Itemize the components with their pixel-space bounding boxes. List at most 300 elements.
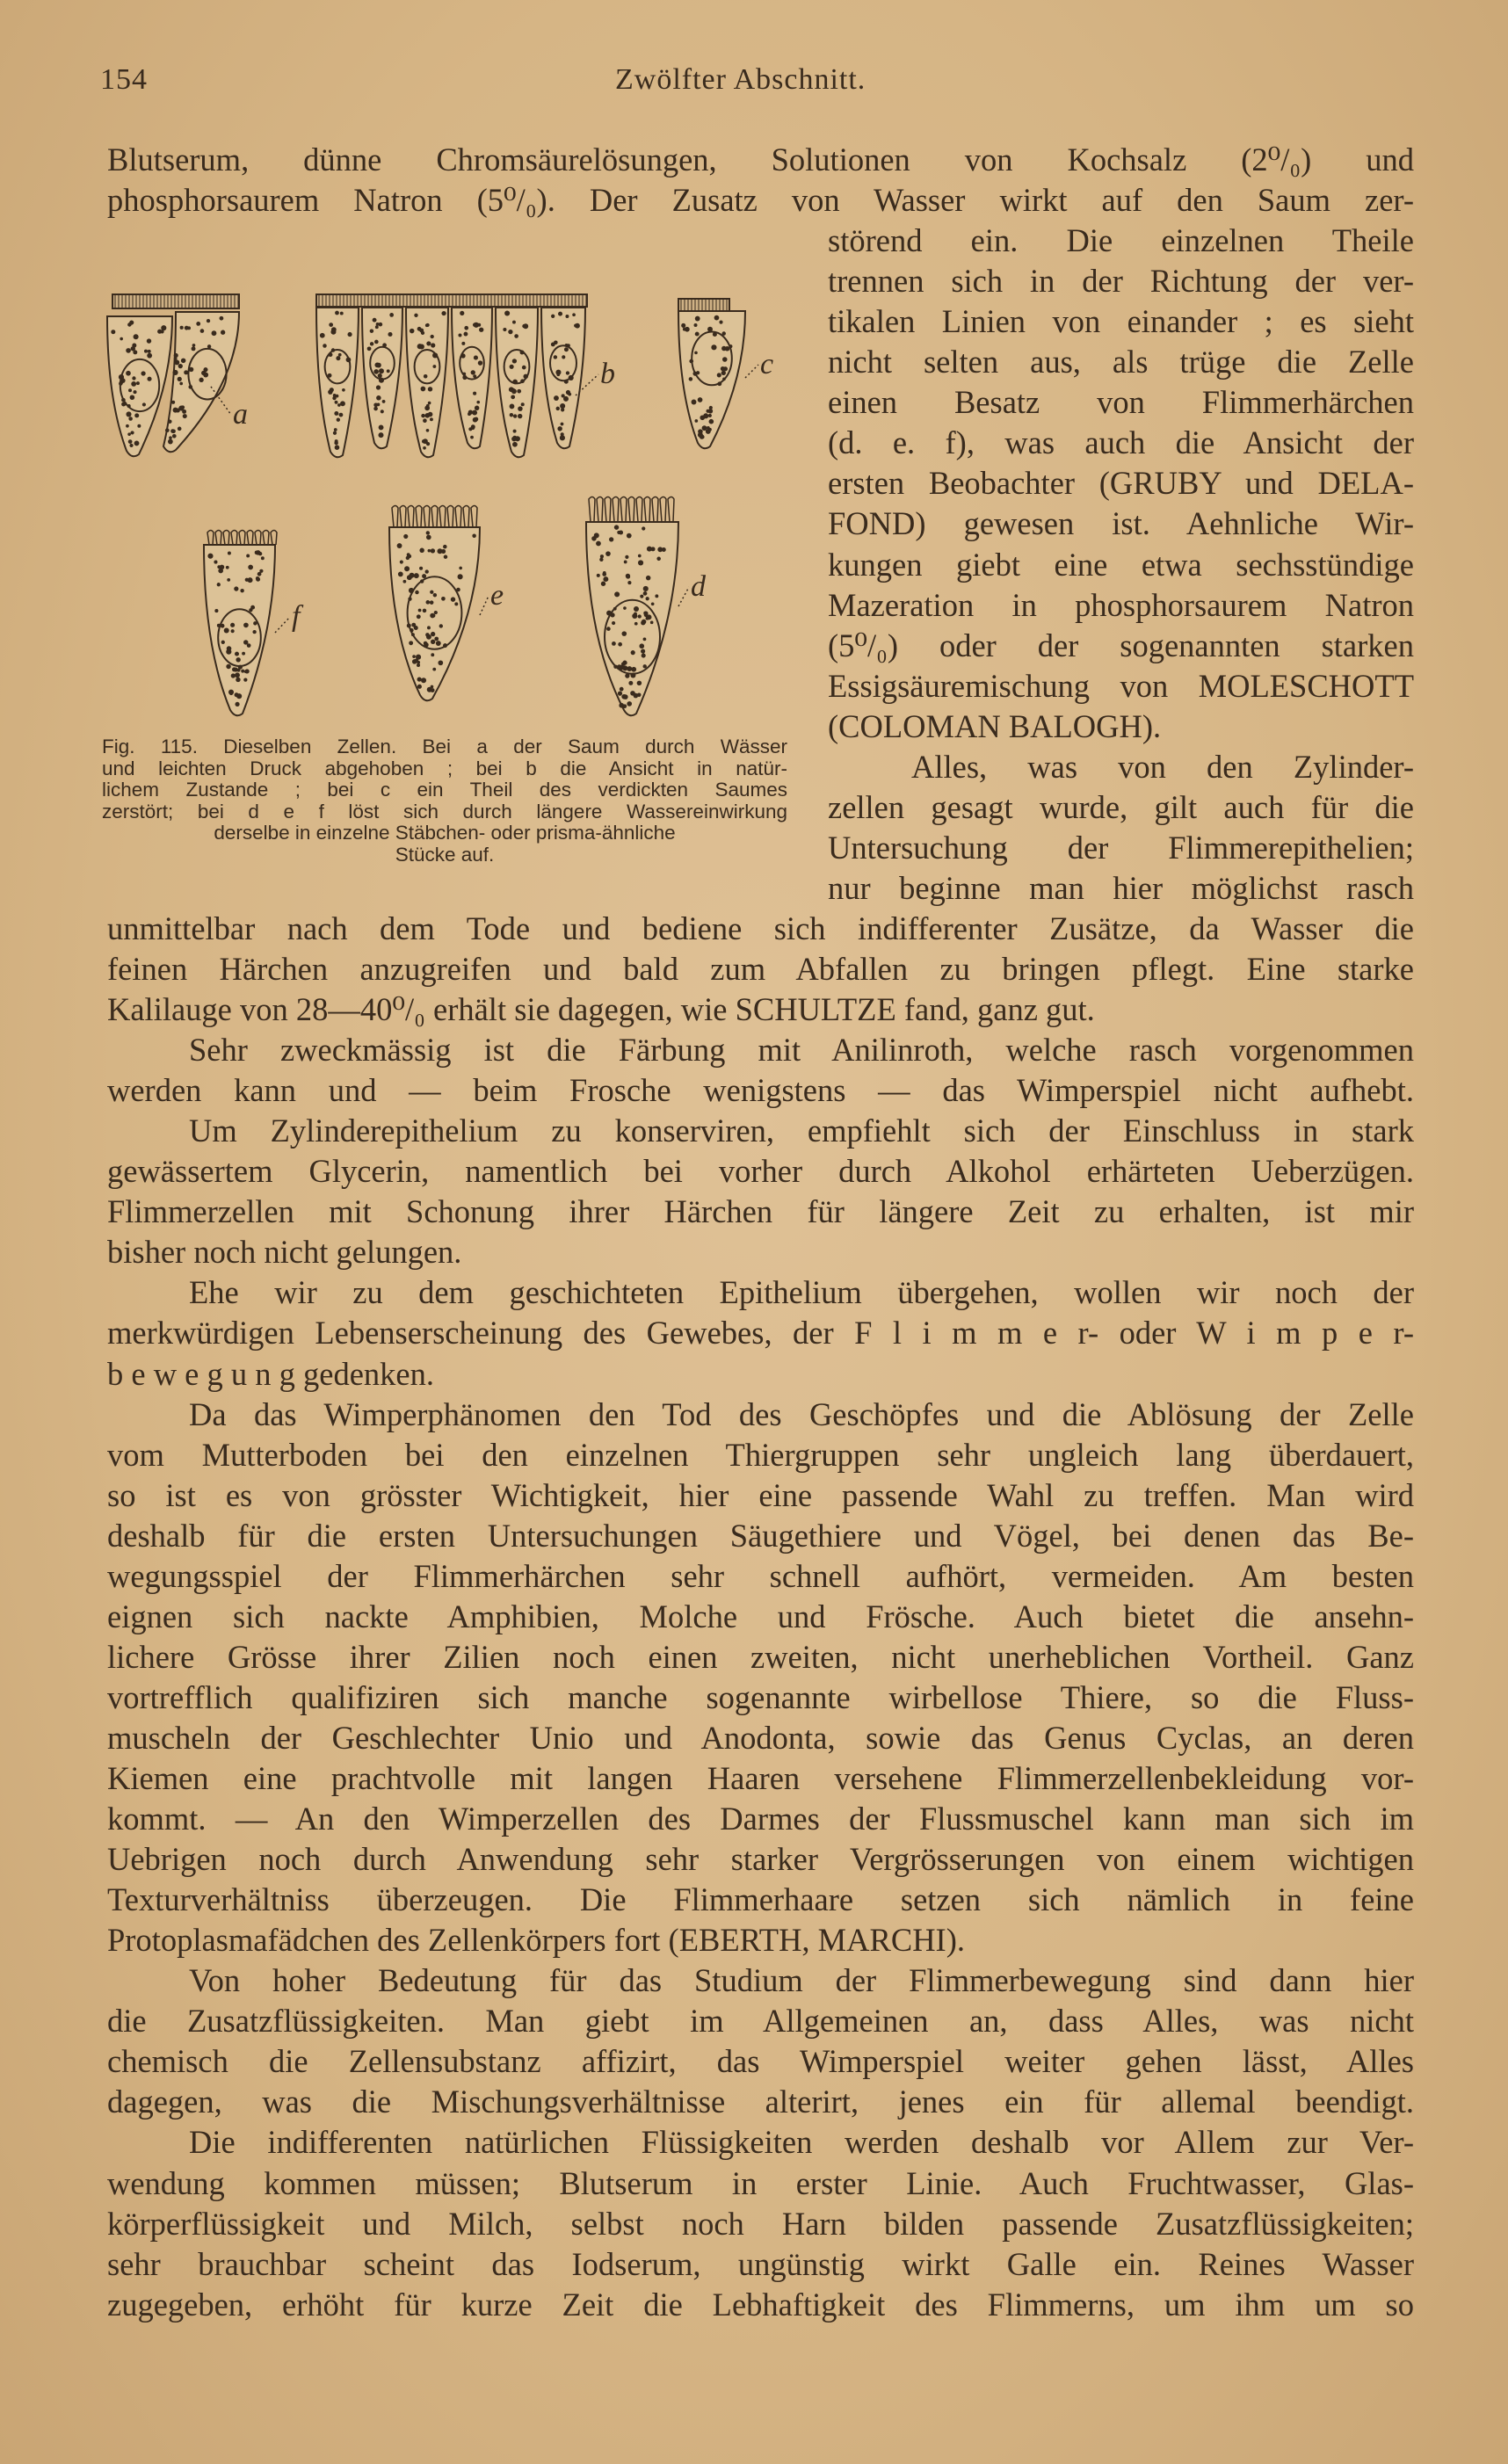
granule <box>508 330 512 334</box>
text-line: werden kann und — beim Frosche wenigstens — das Wimperspiel nicht aufhebt. <box>107 1072 1414 1109</box>
granule <box>655 594 658 598</box>
granule <box>642 653 646 657</box>
text-line: chemisch die Zellensubstanz affizirt, das Wimperspiel weiter gehen lässt, Alles <box>107 2043 1414 2080</box>
granule <box>428 549 431 553</box>
granule <box>388 332 392 337</box>
granule <box>342 388 345 392</box>
granule <box>256 577 260 582</box>
granule <box>631 667 636 672</box>
granule <box>230 623 235 627</box>
granule <box>719 321 722 324</box>
granule <box>165 428 170 432</box>
granule <box>148 350 151 353</box>
granule <box>423 609 427 613</box>
granule <box>614 591 620 597</box>
granule <box>594 533 599 538</box>
granule <box>422 439 425 443</box>
granule <box>378 373 382 378</box>
granule <box>375 325 379 329</box>
granule <box>128 439 133 444</box>
granule <box>521 402 525 406</box>
rodlet <box>589 497 595 523</box>
granule <box>367 346 372 351</box>
granule <box>183 414 187 418</box>
granule <box>418 609 422 612</box>
text-line: Essigsäuremischung von MOLESCHOTT <box>828 667 1414 704</box>
granule <box>424 641 428 646</box>
granule <box>243 678 247 681</box>
granule <box>126 348 131 353</box>
granule <box>443 545 446 548</box>
granule <box>373 369 379 374</box>
granule <box>130 431 134 434</box>
granule <box>228 551 231 554</box>
granule <box>518 406 523 411</box>
granule <box>403 534 408 539</box>
granule <box>609 537 613 541</box>
granule <box>642 526 645 530</box>
caption-line: Stücke auf. <box>395 843 495 866</box>
granule <box>126 371 131 376</box>
granule <box>131 381 136 387</box>
granule <box>431 335 434 338</box>
granule <box>410 329 415 334</box>
text-line: Flimmerzellen mit Schonung ihrer Härchen für längere Zeit zu erhalten, ist mir <box>107 1193 1414 1230</box>
granule <box>421 678 426 683</box>
granule <box>621 631 627 636</box>
granule <box>231 673 236 678</box>
rodlet <box>207 531 214 546</box>
granule <box>558 312 562 316</box>
granule <box>458 333 461 337</box>
granule <box>236 657 240 662</box>
granule <box>698 429 703 434</box>
text-line: zellen gesagt wurde, gilt auch für die <box>828 788 1414 825</box>
granule <box>513 430 517 433</box>
granule <box>196 322 200 326</box>
granule <box>431 632 435 636</box>
granule <box>422 574 426 578</box>
figure-label-b: b <box>600 358 615 390</box>
granule <box>620 687 624 692</box>
granule <box>451 597 455 601</box>
granule <box>423 446 426 450</box>
granule <box>244 670 248 673</box>
granule <box>470 436 474 439</box>
granule <box>144 350 148 353</box>
granule <box>628 681 633 685</box>
granule <box>246 554 250 557</box>
rodlet <box>263 531 269 546</box>
rodlet <box>271 531 277 546</box>
granule <box>597 574 600 577</box>
rodlet <box>447 506 453 528</box>
granule <box>398 572 403 577</box>
granule <box>627 533 632 539</box>
granule <box>714 315 720 321</box>
granule <box>242 652 245 656</box>
granule <box>235 652 239 656</box>
granule <box>245 578 249 582</box>
granule <box>426 442 430 446</box>
text-line: Um Zylinderepithelium zu konserviren, empfiehlt sich der Einschluss in stark <box>189 1112 1414 1149</box>
granule <box>614 525 619 529</box>
granule <box>207 344 211 348</box>
granule <box>335 311 339 315</box>
granule <box>178 377 182 381</box>
granule <box>627 581 631 584</box>
granule <box>634 622 638 626</box>
granule <box>423 418 427 423</box>
granule <box>575 323 580 329</box>
granule <box>192 346 196 351</box>
granule <box>178 427 182 431</box>
granule <box>224 628 229 634</box>
granule <box>596 541 601 547</box>
granule <box>229 692 233 695</box>
text-line: körperflüssigkeit und Milch, selbst noch Harn bilden passende Zusatzflüssigkeiten; <box>107 2205 1414 2242</box>
granule <box>631 650 635 655</box>
granule <box>160 330 163 333</box>
rodlet <box>247 531 253 546</box>
granule <box>474 356 478 360</box>
granule <box>397 543 402 548</box>
granule <box>241 670 244 673</box>
granule <box>641 649 645 654</box>
text-line: gewässertem Glycerin, namentlich bei vorher durch Alkohol erhärteten Ueberzügen. <box>107 1153 1414 1190</box>
text-line: Alles, was von den Zylinder- <box>911 748 1414 785</box>
granule <box>376 385 381 389</box>
granule <box>132 376 135 380</box>
granule <box>624 561 627 564</box>
granule <box>200 329 205 333</box>
granule <box>509 387 514 392</box>
rodlet <box>605 497 611 523</box>
granule <box>334 411 338 416</box>
granule <box>619 531 623 535</box>
granule <box>472 410 477 416</box>
granule <box>376 363 381 368</box>
granule <box>171 401 175 404</box>
rodlet <box>400 506 406 528</box>
granule <box>330 388 334 392</box>
text-line: wegungsspiel der Flimmerhärchen sehr schnell aufhört, vermeiden. Am besten <box>107 1557 1414 1594</box>
granule <box>650 547 655 551</box>
granule <box>192 344 196 347</box>
text-line: die Zusatzflüssigkeiten. Man giebt im Allgemeinen an, dass Alles, was nicht <box>107 2003 1414 2040</box>
granule <box>147 338 151 343</box>
granule <box>217 583 221 586</box>
text-line: Kiemen eine prachtvolle mit langen Haaren versehene Flimmerzellenbekleidung vor- <box>107 1760 1414 1796</box>
granule <box>695 316 700 322</box>
granule <box>407 553 410 556</box>
granule <box>602 572 606 576</box>
granule <box>180 326 184 330</box>
granule <box>406 556 410 560</box>
granule <box>330 330 336 335</box>
granule <box>522 366 526 370</box>
text-line: Mazeration in phosphorsaurem Natron <box>828 586 1414 623</box>
text-line: (COLOMAN BALOGH). <box>828 707 1162 744</box>
granule <box>694 351 698 355</box>
granule <box>513 443 517 446</box>
text-line: Uebrigen noch durch Anwendung sehr starker Vergrösserungen von einem wichtigen <box>107 1841 1414 1878</box>
granule <box>400 560 403 563</box>
text-line: Von hoher Bedeutung für das Studium der Flimmerbewegung sind dann hier <box>189 1962 1414 1999</box>
granule <box>424 374 428 379</box>
figure-label-e: e <box>490 579 504 612</box>
granule <box>258 552 262 555</box>
rodlet <box>660 497 666 523</box>
granule <box>134 441 140 446</box>
granule <box>640 595 643 598</box>
granule <box>638 560 643 565</box>
granule <box>430 591 433 594</box>
granule <box>464 326 468 330</box>
granule <box>512 321 516 324</box>
granule <box>475 406 479 410</box>
granule <box>471 424 475 429</box>
granule <box>556 373 560 376</box>
cell-outline <box>204 545 275 715</box>
text-line: vortrefflich qualifiziren sich manche sogenannte wirbellose Thiere, so die Fluss- <box>107 1678 1414 1715</box>
text-line: Ehe wir zu dem geschichteten Epithelium übergehen, wollen wir noch der <box>189 1274 1414 1311</box>
granule <box>426 429 430 432</box>
granule <box>412 659 417 663</box>
text-line: phosphorsaurem Natron (5⁰/₀). Der Zusatz von Wasser wirkt auf den Saum zer- <box>107 182 1414 219</box>
text-line: Blutserum, dünne Chromsäurelösungen, Solutionen von Kochsalz (2⁰/₀) und <box>107 141 1414 178</box>
granule <box>434 637 439 641</box>
granule <box>220 316 224 321</box>
granule <box>426 531 430 534</box>
rodlet <box>636 497 642 523</box>
granule <box>431 685 434 689</box>
granule <box>554 395 559 401</box>
granule <box>235 702 239 707</box>
granule <box>627 701 632 707</box>
granule <box>647 614 652 620</box>
granule <box>129 320 134 324</box>
text-line: Da das Wimperphänomen den Tod des Geschöpfes und die Ablösung der Zelle <box>189 1395 1414 1432</box>
granule <box>510 365 514 369</box>
granule <box>634 606 639 612</box>
granule <box>338 353 342 357</box>
granule <box>473 392 476 395</box>
granule <box>134 413 139 417</box>
granule <box>181 359 186 364</box>
label-leader <box>678 587 689 606</box>
figure-label-f: f <box>292 600 301 633</box>
granule <box>347 332 352 337</box>
granule <box>603 576 608 582</box>
granule <box>129 444 133 447</box>
rodlet <box>644 497 650 523</box>
granule <box>425 600 430 605</box>
text-line: Texturverhältniss überzeugen. Die Flimmerhaare setzen sich nämlich in feine <box>107 1881 1414 1918</box>
granule <box>207 554 213 559</box>
granule <box>337 418 340 422</box>
granule <box>478 360 482 365</box>
caption-line: lichem Zustande ; bei c ein Theil des verdickten Saumes <box>102 779 787 801</box>
cell-outline <box>107 316 172 456</box>
text-line: sehr brauchbar scheint das Iodserum, ungünstig wirkt Galle ein. Reines Wasser <box>107 2245 1414 2282</box>
granule <box>335 445 340 450</box>
granule <box>468 412 471 416</box>
granule <box>147 377 151 381</box>
granule <box>503 328 506 331</box>
granule <box>630 691 635 696</box>
granule <box>600 554 604 558</box>
text-line: kungen giebt eine etwa sechsstündige <box>828 546 1414 583</box>
granule <box>711 344 716 350</box>
text-line: störend ein. Die einzelnen Theile <box>828 222 1414 259</box>
cuticular-border <box>678 299 729 311</box>
granule <box>432 668 436 671</box>
rodlet <box>215 531 221 546</box>
granule <box>252 630 256 634</box>
granule <box>174 353 178 358</box>
granule <box>637 681 642 685</box>
granule <box>651 602 655 605</box>
granule <box>612 621 615 625</box>
rodlet <box>652 497 658 523</box>
granule <box>504 311 510 316</box>
rodlet <box>597 497 603 523</box>
granule <box>226 664 230 669</box>
granule <box>378 432 383 438</box>
granule <box>337 403 341 407</box>
granule <box>207 319 210 322</box>
rodlet <box>416 506 422 528</box>
granule <box>329 322 333 327</box>
granule <box>247 643 251 648</box>
granule <box>178 405 184 410</box>
granule <box>340 312 344 315</box>
granule <box>476 401 480 404</box>
text-line: wendung kommen müssen; Blutserum in erster Linie. Auch Fruchtwasser, Glas- <box>107 2164 1414 2201</box>
text-line: ersten Beobachter (GRUBY und DELA- <box>828 465 1414 502</box>
granule <box>698 397 703 402</box>
rodlet <box>668 497 674 523</box>
granule <box>430 600 434 605</box>
cuticular-border <box>316 294 587 307</box>
granule <box>214 561 217 564</box>
granule <box>231 629 235 633</box>
granule <box>430 417 433 421</box>
granule <box>458 574 463 579</box>
text-line: (d. e. f), was auch die Ansicht der <box>828 424 1414 461</box>
granule <box>376 395 381 401</box>
granule <box>226 566 229 569</box>
granule <box>623 606 627 610</box>
granule <box>523 323 528 329</box>
granule <box>454 602 458 605</box>
text-line: einen Besatz von Flimmerhärchen <box>828 384 1414 421</box>
granule <box>381 409 384 413</box>
rodlet <box>613 497 619 523</box>
granule <box>431 688 435 692</box>
granule <box>134 334 139 339</box>
granule <box>557 426 562 431</box>
granule <box>179 382 183 386</box>
granule <box>404 566 410 571</box>
granule <box>473 417 478 423</box>
granule <box>551 315 555 318</box>
granule <box>511 395 515 399</box>
granule <box>441 597 446 601</box>
granule <box>421 414 424 417</box>
granule <box>601 582 605 586</box>
caption-line: zerstört; bei d e f löst sich durch längere Wassereinwirkung <box>102 800 787 823</box>
granule <box>723 366 728 371</box>
granule <box>564 347 569 351</box>
text-line: zugegeben, erhöht für kurze Zeit die Lebhaftigkeit des Flimmerns, um ihm um so <box>107 2286 1414 2323</box>
granule <box>421 331 424 335</box>
granule <box>681 323 685 328</box>
rodlet <box>439 506 446 528</box>
page-number: 154 <box>100 63 148 96</box>
granule <box>431 343 435 347</box>
granule <box>419 548 424 553</box>
granule <box>618 642 622 647</box>
granule <box>431 653 434 656</box>
granule <box>646 597 649 600</box>
granule <box>111 330 115 334</box>
text-line: merkwürdigen Lebenserscheinung des Gewebes, der F l i m m e r- oder W i m p e r- <box>107 1315 1414 1352</box>
caption-line: derselbe in einzelne Stäbchen- oder prisma-ähnliche <box>214 822 676 844</box>
granule <box>471 370 475 374</box>
granule <box>127 432 131 436</box>
granule <box>199 378 203 382</box>
text-line: muscheln der Geschlechter Unio und Anodonta, sowie das Genus Cyclas, an deren <box>107 1719 1414 1756</box>
granule <box>709 406 713 409</box>
granule <box>708 414 712 417</box>
granule <box>373 407 378 411</box>
granule <box>379 368 384 373</box>
granule <box>370 342 373 345</box>
granule <box>417 614 421 619</box>
granule <box>426 341 431 345</box>
text-line: lichere Grösse ihrer Zilien noch einen zweiten, nicht unerheblichen Vortheil. Ganz <box>107 1638 1414 1675</box>
granule <box>237 669 241 672</box>
granule <box>694 419 698 423</box>
granule <box>425 323 429 327</box>
granule <box>643 637 647 641</box>
granule <box>431 548 435 553</box>
text-line: dagegen, was die Mischungsverhältnisse alterirt, jenes ein für allemal beendigt. <box>107 2084 1414 2120</box>
granule <box>439 624 443 627</box>
granule <box>701 436 705 439</box>
rodlet <box>463 506 469 528</box>
granule <box>236 693 242 699</box>
text-line: nur beginne man hier möglichst rasch <box>828 869 1414 906</box>
granule <box>236 678 240 682</box>
running-title: Zwölfter Abschnitt. <box>615 63 866 96</box>
rodlet <box>223 531 229 546</box>
granule <box>161 325 166 330</box>
granule <box>627 666 632 671</box>
granule <box>421 387 426 392</box>
granule <box>441 549 446 554</box>
rodlet <box>455 506 461 528</box>
granule <box>511 437 517 442</box>
granule <box>379 322 383 327</box>
granule <box>441 311 446 315</box>
granule <box>227 578 230 582</box>
granule <box>464 332 468 337</box>
granule <box>444 554 448 559</box>
granule <box>373 318 377 322</box>
